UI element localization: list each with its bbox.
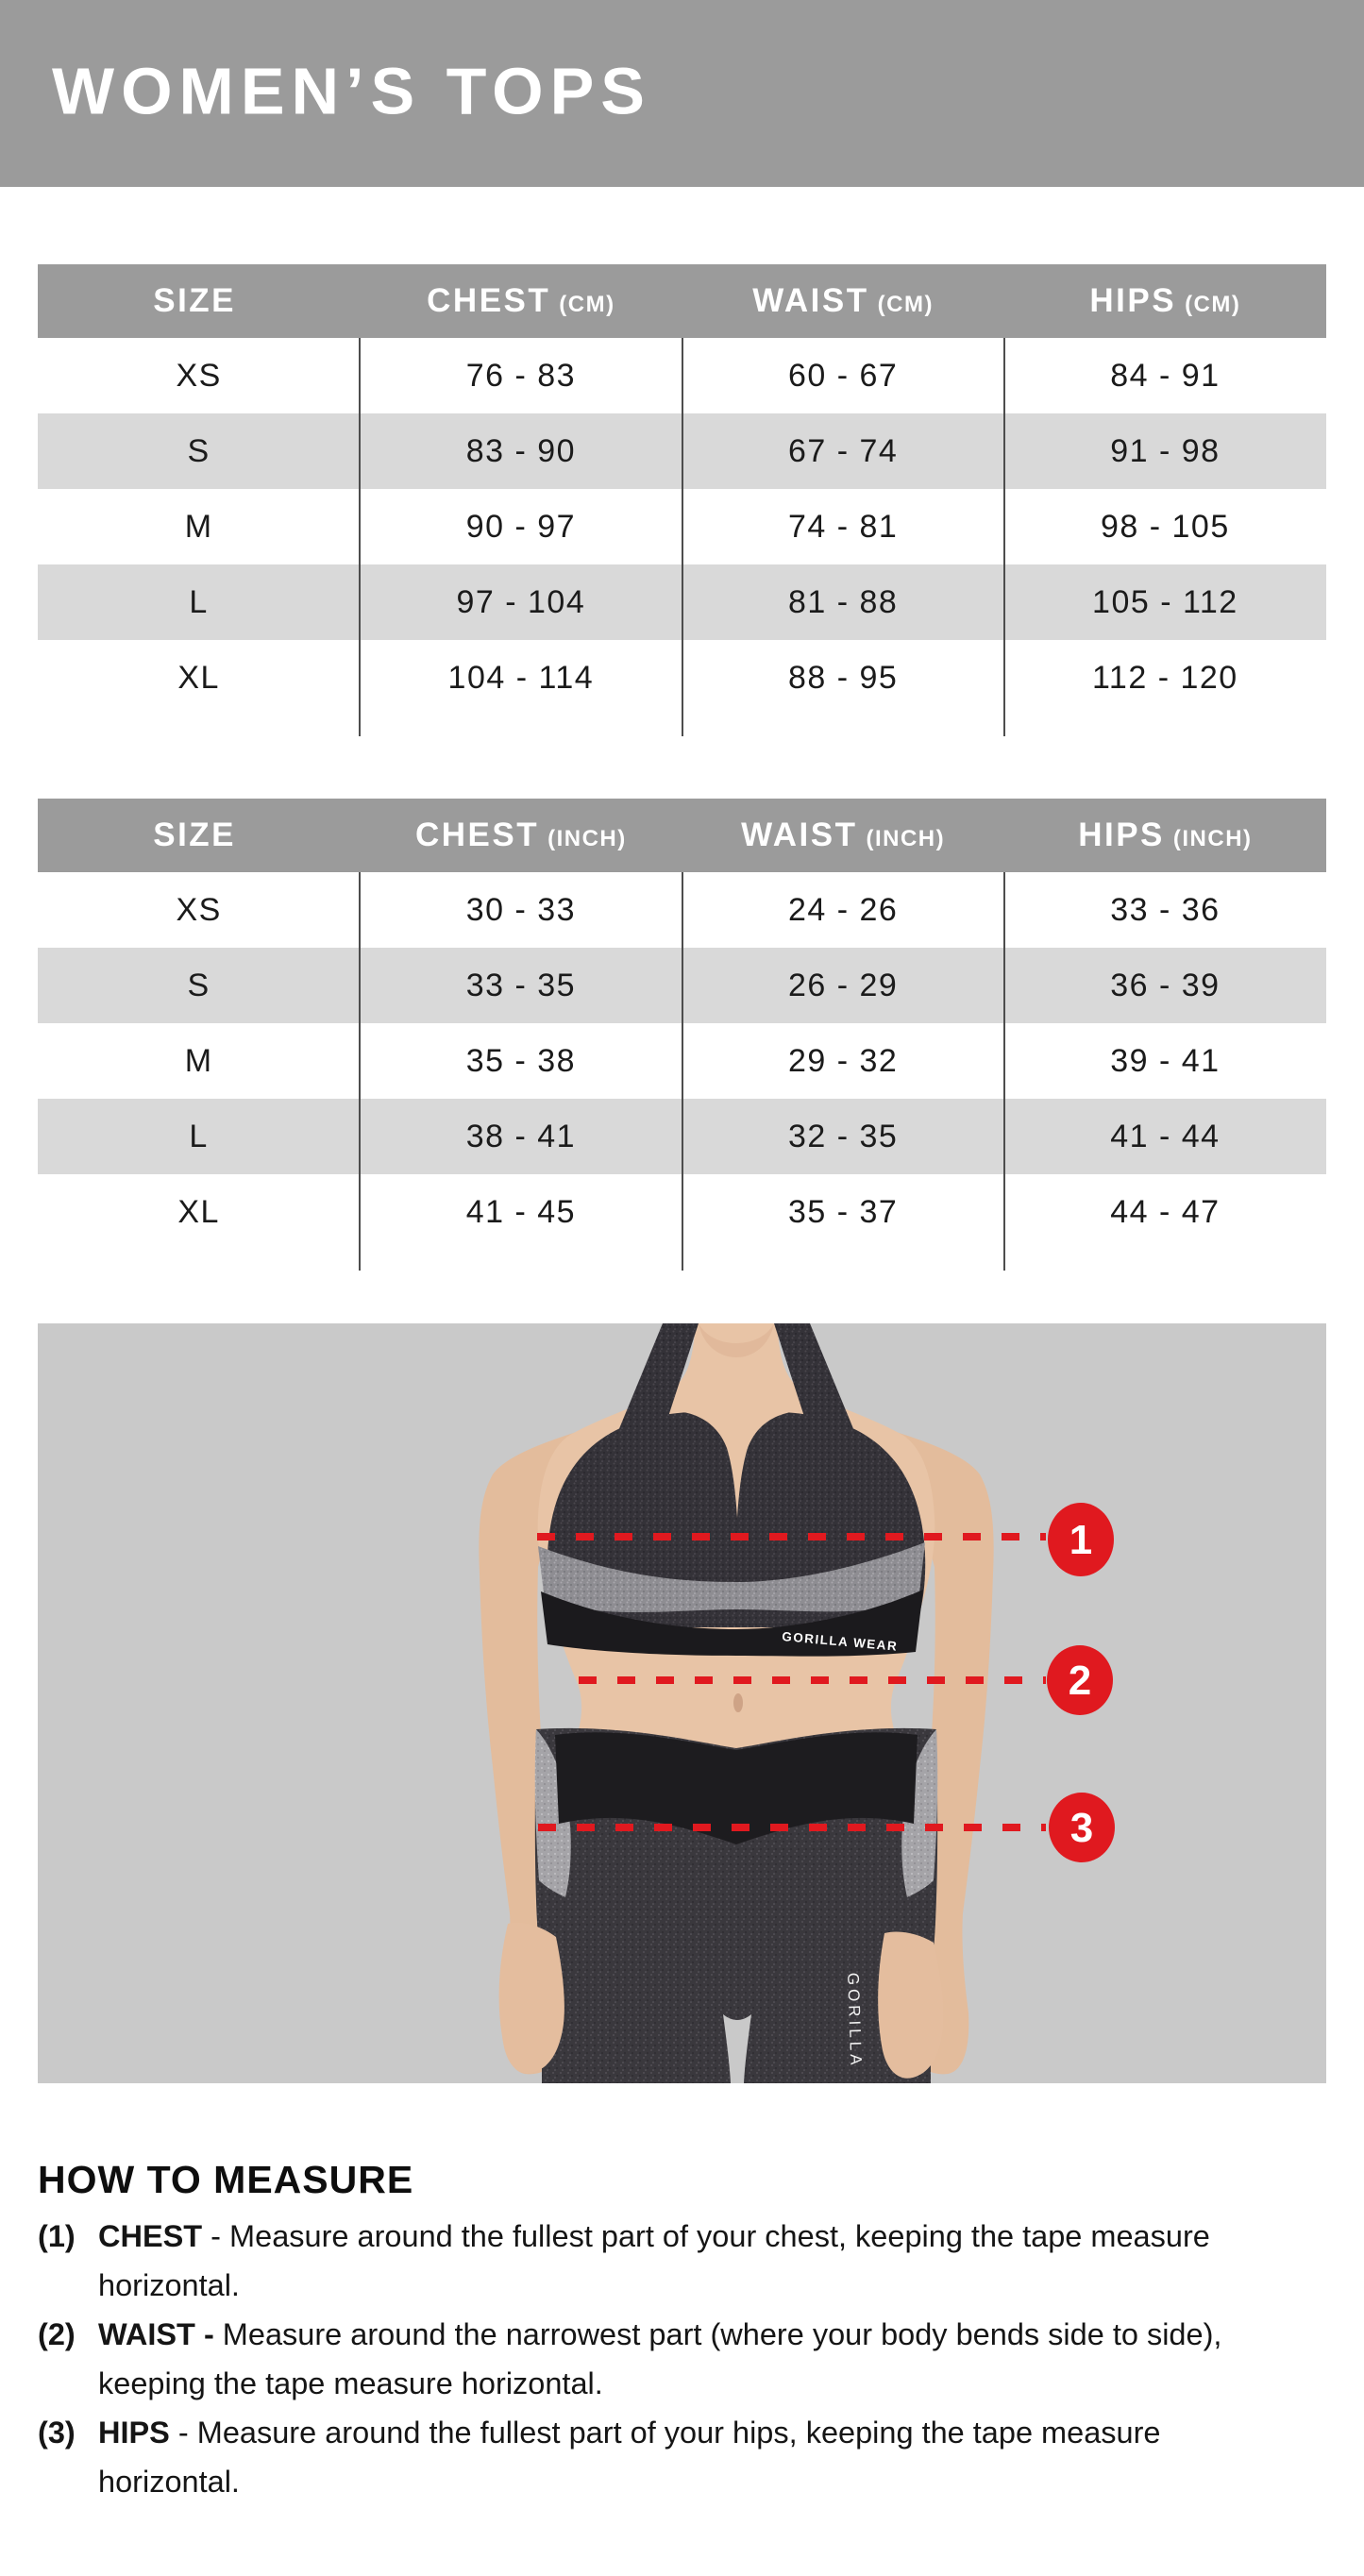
col-header-unit: (CM): [1185, 292, 1241, 317]
cell-waist: 88 - 95: [787, 659, 899, 696]
col-header-waist: [682, 817, 1004, 854]
cell-size: XS: [176, 357, 222, 394]
callout-number-1: 1: [1069, 1517, 1093, 1563]
table-body: [38, 338, 1326, 716]
instruction-desc: Measure around the fullest part of your hips, keeping the tape measure horizontal.: [98, 2416, 1161, 2499]
cell-chest: 30 - 33: [465, 891, 577, 928]
cell-waist: 32 - 35: [787, 1118, 899, 1154]
cell-size: M: [184, 1042, 213, 1079]
col-header-unit: (CM): [877, 292, 934, 317]
instruction-text: [98, 2310, 1293, 2408]
measurement-figure-photo: [38, 1323, 1326, 2083]
instruction-term: WAIST -: [98, 2317, 214, 2351]
col-header-waist: [682, 282, 1004, 320]
cell-size: XS: [176, 891, 222, 928]
col-header-unit: (INCH): [1172, 826, 1253, 851]
column-divider: [359, 338, 361, 736]
cell-chest: 33 - 35: [465, 967, 577, 1003]
table-body: [38, 872, 1326, 1250]
cell-hips: 112 - 120: [1092, 659, 1238, 696]
cell-chest: 90 - 97: [465, 508, 577, 545]
col-header-size: [38, 282, 360, 320]
cell-chest: 83 - 90: [465, 432, 577, 469]
cell-size: L: [189, 583, 209, 620]
instruction-desc: Measure around the narrowest part (where your body bends side to side), keeping the tape measure horizontal.: [98, 2317, 1222, 2400]
cell-waist: 67 - 74: [787, 432, 899, 469]
cell-hips: 84 - 91: [1110, 357, 1221, 394]
bra-brand-label: GORILLA WEAR: [781, 1629, 899, 1654]
col-header-label: CHEST: [414, 817, 540, 853]
page-title: WOMEN’S TOPS: [52, 54, 651, 128]
instruction-number: (1): [38, 2219, 76, 2253]
table-header-row: [38, 799, 1326, 872]
column-divider: [1003, 338, 1005, 736]
callout-number-3: 3: [1069, 1805, 1094, 1851]
col-header-label: WAIST: [752, 282, 869, 319]
cell-size: XL: [177, 1193, 220, 1230]
col-header-chest: [360, 282, 682, 320]
page-header-banner: [0, 0, 1364, 187]
cell-hips: 91 - 98: [1110, 432, 1221, 469]
cell-size: XL: [177, 659, 220, 696]
cell-chest: 41 - 45: [465, 1193, 577, 1230]
instruction-text: [98, 2212, 1293, 2310]
cell-hips: 33 - 36: [1110, 891, 1221, 928]
cell-waist: 24 - 26: [787, 891, 899, 928]
col-header-label: SIZE: [153, 817, 237, 853]
instruction-desc: Measure around the fullest part of your chest, keeping the tape measure horizontal.: [98, 2219, 1210, 2302]
cell-size: L: [189, 1118, 209, 1154]
col-header-label: WAIST: [741, 817, 858, 853]
table-header-row: [38, 264, 1326, 338]
cell-waist: 81 - 88: [787, 583, 899, 620]
leggings-brand-label: GORILLA: [844, 1972, 866, 2069]
cell-waist: 60 - 67: [787, 357, 899, 394]
instruction-term: HIPS: [98, 2416, 170, 2450]
col-header-label: HIPS: [1089, 282, 1177, 319]
instruction-sep: -: [202, 2219, 230, 2253]
cell-chest: 104 - 114: [447, 659, 595, 696]
instruction-number: (3): [38, 2416, 76, 2450]
cell-hips: 36 - 39: [1110, 967, 1221, 1003]
size-table-cm: [38, 264, 1326, 716]
callout-number-2: 2: [1068, 1658, 1092, 1704]
cell-hips: 41 - 44: [1110, 1118, 1221, 1154]
cell-hips: 39 - 41: [1110, 1042, 1221, 1079]
cell-waist: 74 - 81: [787, 508, 899, 545]
cell-size: S: [187, 432, 210, 469]
model-figure-illustration: [38, 1323, 1326, 2083]
cell-waist: 35 - 37: [787, 1193, 899, 1230]
col-header-unit: (INCH): [547, 826, 627, 851]
cell-chest: 76 - 83: [465, 357, 577, 394]
instruction-sep: [214, 2317, 223, 2351]
cell-size: S: [187, 967, 210, 1003]
col-header-label: CHEST: [427, 282, 551, 319]
instruction-term: CHEST: [98, 2219, 203, 2253]
measure-instruction-hips: [38, 2408, 1293, 2506]
cell-chest: 38 - 41: [465, 1118, 577, 1154]
measure-instruction-chest: [38, 2212, 1293, 2310]
size-table-inch: [38, 799, 1326, 1250]
how-to-measure-title: HOW TO MEASURE: [38, 2158, 414, 2201]
col-header-label: HIPS: [1078, 817, 1165, 853]
col-header-size: [38, 817, 360, 854]
col-header-unit: (CM): [559, 292, 615, 317]
col-header-label: SIZE: [153, 282, 237, 319]
cell-size: M: [184, 508, 213, 545]
column-divider: [682, 872, 683, 1271]
leggings: [535, 1728, 937, 2083]
instruction-sep: -: [169, 2416, 197, 2450]
measure-instruction-waist: [38, 2310, 1293, 2408]
cell-hips: 105 - 112: [1092, 583, 1238, 620]
how-to-measure-section: [38, 2158, 1293, 2506]
cell-waist: 29 - 32: [787, 1042, 899, 1079]
column-divider: [1003, 872, 1005, 1271]
column-divider: [682, 338, 683, 736]
col-header-chest: [360, 817, 682, 854]
col-header-unit: (INCH): [866, 826, 946, 851]
navel: [733, 1693, 743, 1712]
cell-chest: 35 - 38: [465, 1042, 577, 1079]
col-header-hips: [1004, 817, 1326, 854]
col-header-hips: [1004, 282, 1326, 320]
cell-hips: 44 - 47: [1110, 1193, 1221, 1230]
instruction-text: [98, 2408, 1293, 2506]
cell-chest: 97 - 104: [456, 583, 586, 620]
instruction-number: (2): [38, 2317, 76, 2351]
cell-hips: 98 - 105: [1100, 508, 1230, 545]
column-divider: [359, 872, 361, 1271]
cell-waist: 26 - 29: [787, 967, 899, 1003]
